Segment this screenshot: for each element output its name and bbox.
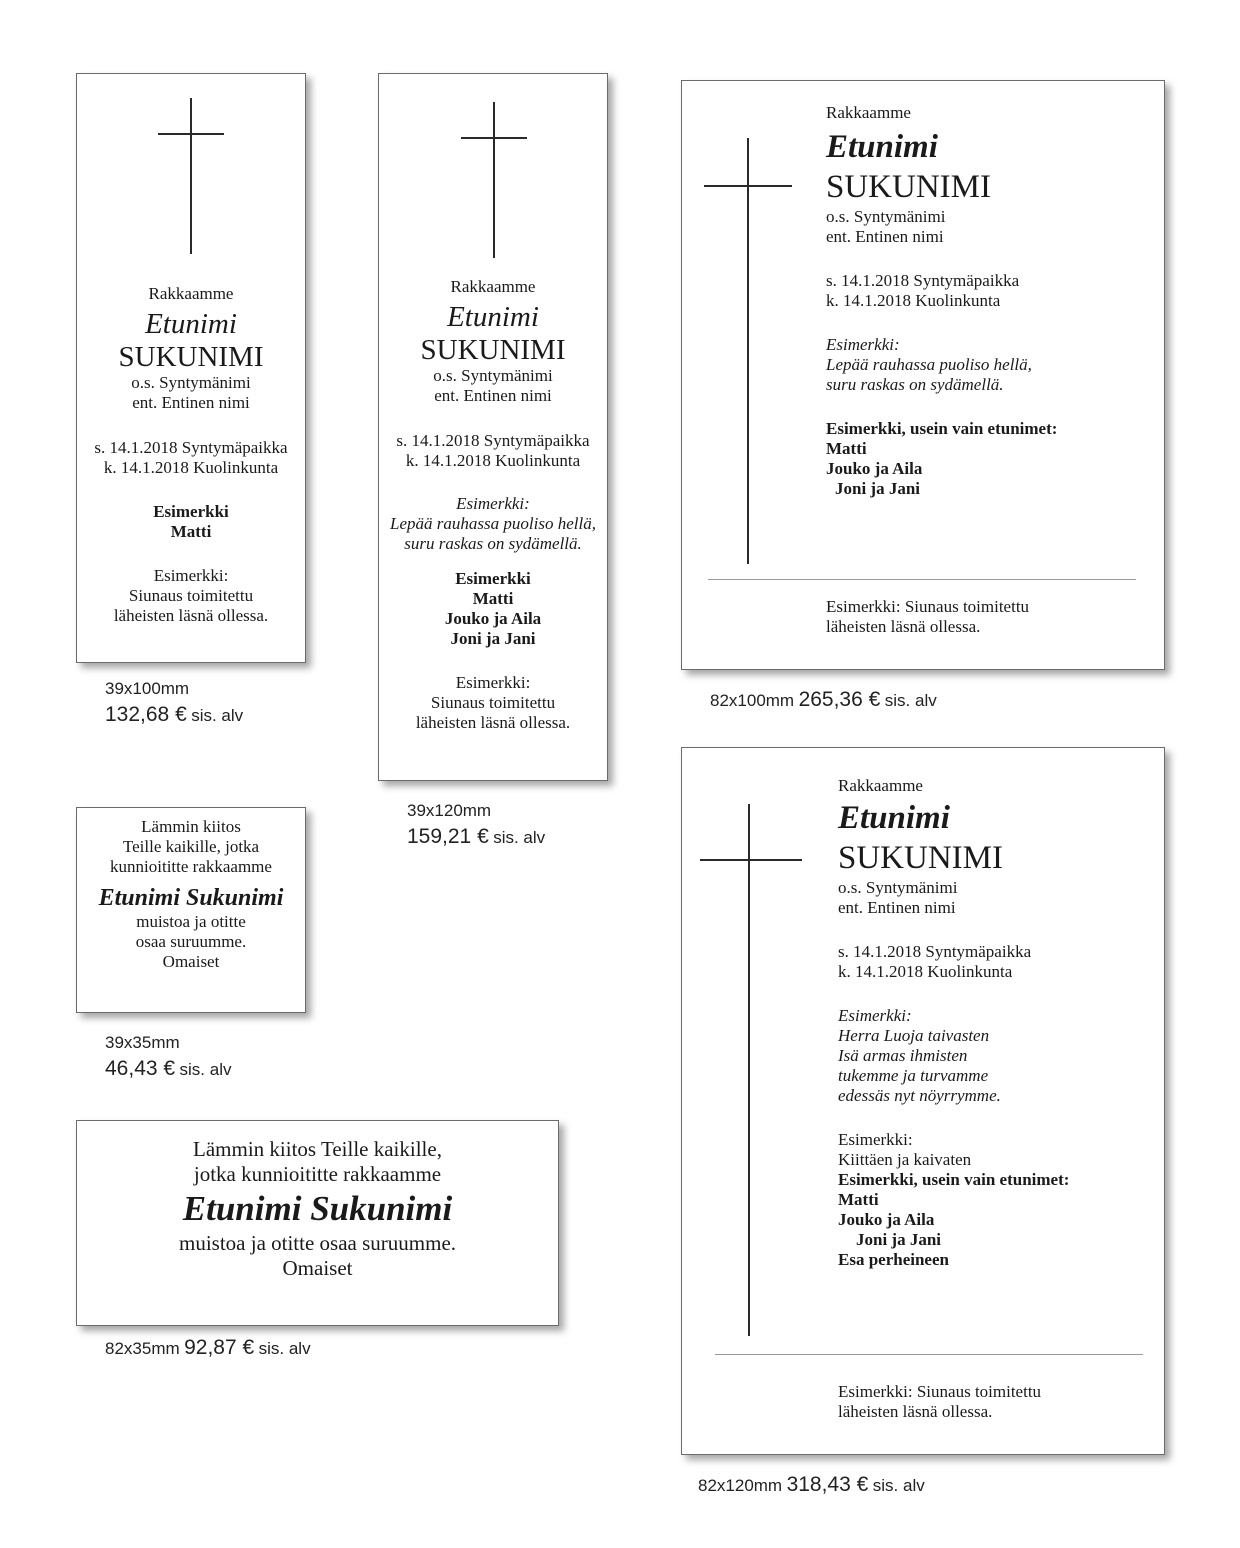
former-name: ent. Entinen nimi	[826, 227, 944, 246]
deceased-name: Etunimi Sukunimi	[98, 885, 284, 911]
footer-line-1: Esimerkki: Siunaus toimitettu	[826, 597, 1030, 616]
verse-label: Esimerkki:	[838, 1006, 912, 1025]
verse-line-2: Isä armas ihmisten	[838, 1046, 968, 1065]
thanks-line-1: Lämmin kiitos Teille kaikille,	[193, 1137, 442, 1161]
example-label: Esimerkki	[455, 569, 531, 588]
example-label: Esimerkki:	[838, 1130, 913, 1149]
price-amount: 159,21 €	[407, 825, 489, 848]
price-amount: 46,43 €	[105, 1057, 176, 1080]
price-amount: 132,68 €	[105, 703, 187, 726]
former-name: ent. Entinen nimi	[132, 393, 250, 412]
ad-card-39x120	[378, 73, 608, 781]
signature: Omaiset	[282, 1256, 353, 1280]
intro-text: Rakkaamme	[838, 776, 923, 795]
vat-label: sis. alv	[258, 1339, 311, 1358]
price-39x35	[105, 1030, 232, 1084]
death-line: k. 14.1.2018 Kuolinkunta	[838, 962, 1013, 981]
example-line-1: Matti	[838, 1190, 879, 1209]
cross-icon	[461, 102, 527, 258]
cross-icon	[158, 98, 224, 254]
intro-text: Rakkaamme	[148, 284, 234, 303]
verse-line-1: Lepää rauhassa puoliso hellä,	[390, 514, 596, 533]
size-label: 39x120mm	[407, 801, 492, 820]
size-label: 39x35mm	[105, 1033, 180, 1052]
intro-text: Rakkaamme	[450, 277, 536, 296]
footer-line-2: läheisten läsnä ollessa.	[826, 617, 981, 636]
birth-line: s. 14.1.2018 Syntymäpaikka	[396, 431, 590, 450]
example-label: Esimerkki, usein vain etunimet:	[826, 419, 1058, 438]
price-amount: 92,87 €	[184, 1336, 255, 1359]
example-thanks: Kiittäen ja kaivaten	[838, 1150, 972, 1169]
footer-line-2: läheisten läsnä ollessa.	[113, 606, 269, 625]
footer-line-1: Esimerkki: Siunaus toimitettu	[838, 1382, 1042, 1401]
former-name: ent. Entinen nimi	[838, 898, 956, 917]
intro-text: Rakkaamme	[826, 103, 911, 122]
verse-line-4: edessäs nyt nöyrrymme.	[838, 1086, 1001, 1105]
thanks-card-82x35	[76, 1120, 559, 1326]
ad-card-82x100	[681, 80, 1165, 670]
example-line-3: Joni ja Jani	[835, 479, 921, 498]
footer-label: Esimerkki:	[455, 673, 531, 692]
price-82x100	[710, 688, 937, 712]
cross-icon	[704, 138, 792, 564]
footer-label: Esimerkki:	[153, 566, 229, 585]
last-name: SUKUNIMI	[826, 169, 991, 205]
footer-line-1: Siunaus toimitettu	[430, 693, 556, 712]
last-name: SUKUNIMI	[118, 341, 264, 373]
divider	[715, 1354, 1143, 1355]
verse-line-1: Herra Luoja taivasten	[838, 1026, 990, 1045]
first-name: Etunimi	[838, 800, 950, 836]
footer-line-2: läheisten läsnä ollessa.	[838, 1402, 993, 1421]
divider	[708, 579, 1136, 580]
first-name: Etunimi	[447, 301, 539, 333]
vat-label: sis. alv	[872, 1476, 925, 1495]
signature: Omaiset	[162, 952, 220, 971]
example-line-2: Jouko ja Aila	[838, 1210, 935, 1229]
maiden-name: o.s. Syntymänimi	[433, 366, 553, 385]
example-bold-label: Esimerkki, usein vain etunimet:	[838, 1170, 1070, 1189]
size-label: 82x35mm	[105, 1339, 180, 1358]
price-amount: 265,36 €	[798, 688, 881, 711]
thanks-card-39x35	[76, 807, 306, 1013]
size-label: 82x100mm	[710, 691, 795, 710]
thanks-line-2: Teille kaikille, jotka	[122, 837, 260, 856]
thanks-line-4: muistoa ja otitte	[136, 912, 246, 931]
verse-line-3: tukemme ja turvamme	[838, 1066, 989, 1085]
verse-line-1: Lepää rauhassa puoliso hellä,	[826, 355, 1032, 374]
example-line-1: Matti	[472, 589, 514, 608]
example-label: Esimerkki	[153, 502, 229, 521]
example-line-3: Joni ja Jani	[450, 629, 536, 648]
price-82x120	[698, 1473, 925, 1497]
size-label: 82x120mm	[698, 1476, 783, 1495]
last-name: SUKUNIMI	[420, 334, 566, 366]
example-line-2: Jouko ja Aila	[444, 609, 542, 628]
former-name: ent. Entinen nimi	[434, 386, 552, 405]
maiden-name: o.s. Syntymänimi	[131, 373, 251, 392]
deceased-name: Etunimi Sukunimi	[182, 1189, 453, 1228]
birth-line: s. 14.1.2018 Syntymäpaikka	[94, 438, 288, 457]
footer-line-1: Siunaus toimitettu	[128, 586, 254, 605]
thanks-line-1: Lämmin kiitos	[141, 817, 241, 836]
example-line-4: Esa perheineen	[838, 1250, 949, 1269]
example-line-1: Matti	[826, 439, 867, 458]
thanks-line-2: jotka kunnioititte rakkaamme	[193, 1162, 442, 1186]
death-line: k. 14.1.2018 Kuolinkunta	[405, 451, 581, 470]
thanks-line-3: muistoa ja otitte osaa suruumme.	[178, 1231, 457, 1255]
ad-card-39x100	[76, 73, 306, 663]
death-line: k. 14.1.2018 Kuolinkunta	[103, 458, 279, 477]
vat-label: sis. alv	[493, 828, 546, 847]
example-line-3: Joni ja Jani	[856, 1230, 942, 1249]
verse-label: Esimerkki:	[826, 335, 900, 354]
price-82x35	[105, 1336, 311, 1360]
first-name: Etunimi	[826, 129, 938, 165]
example-line-2: Jouko ja Aila	[826, 459, 923, 478]
verse-line-2: suru raskas on sydämellä.	[404, 534, 582, 553]
first-name: Etunimi	[145, 308, 237, 340]
verse-label: Esimerkki:	[456, 494, 530, 513]
death-line: k. 14.1.2018 Kuolinkunta	[826, 291, 1001, 310]
footer-line-2: läheisten läsnä ollessa.	[415, 713, 571, 732]
verse-line-2: suru raskas on sydämellä.	[826, 375, 1004, 394]
birth-line: s. 14.1.2018 Syntymäpaikka	[826, 271, 1020, 290]
ad-card-82x120	[681, 747, 1165, 1455]
cross-icon	[700, 804, 802, 1336]
last-name: SUKUNIMI	[838, 840, 1003, 876]
thanks-line-5: osaa suruumme.	[135, 932, 247, 951]
price-39x100	[105, 676, 243, 730]
price-39x120	[407, 798, 545, 852]
vat-label: sis. alv	[191, 706, 244, 725]
vat-label: sis. alv	[179, 1060, 232, 1079]
maiden-name: o.s. Syntymänimi	[826, 207, 946, 226]
thanks-line-3: kunnioititte rakkaamme	[110, 857, 272, 876]
example-name: Matti	[170, 522, 212, 541]
size-label: 39x100mm	[105, 679, 190, 698]
maiden-name: o.s. Syntymänimi	[838, 878, 958, 897]
birth-line: s. 14.1.2018 Syntymäpaikka	[838, 942, 1032, 961]
price-amount: 318,43 €	[786, 1473, 869, 1496]
vat-label: sis. alv	[884, 691, 937, 710]
